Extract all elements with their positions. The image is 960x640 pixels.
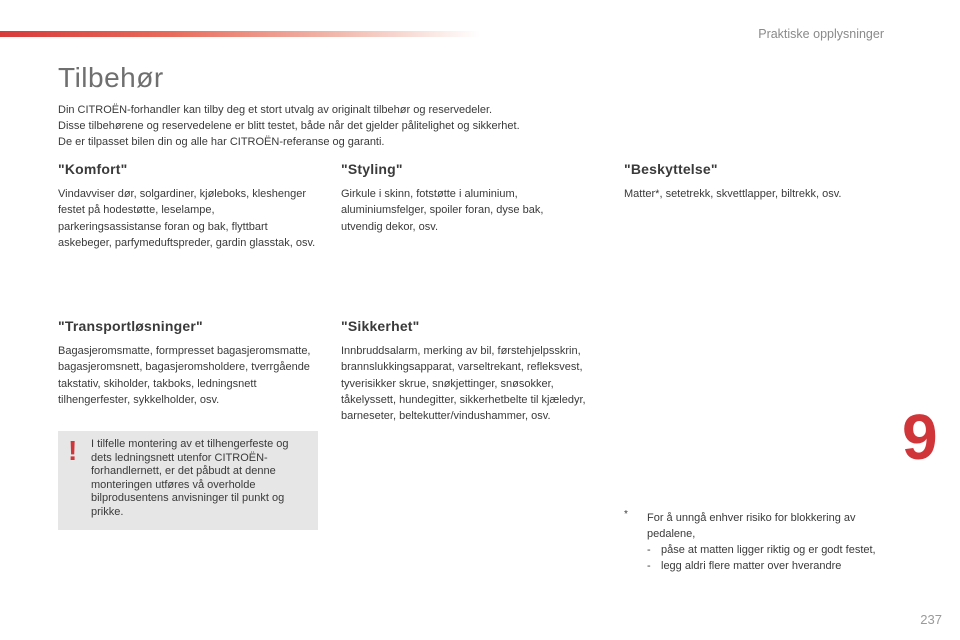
page-number: 237 xyxy=(920,612,942,627)
warning-note xyxy=(58,431,318,530)
section-header: Praktiske opplysninger xyxy=(758,27,884,41)
section-beskyttelse-text: Matter*, setetrekk, skvettlapper, biltrekk, osv. xyxy=(624,188,842,200)
section-komfort-text: Vindavviser dør, solgardiner, kjøleboks, kleshenger festet på hodestøtte, leselampe, parkeringsassistanse foran og bak, flyttbart askebeger, parfymeduftspreder, gardin glasstak, osv. xyxy=(58,188,316,249)
warning-note-text: I tilfelle montering av et tilhengerfeste og dets ledningsnett utenfor CITROËN-forhandlernett, er det påbudt at denne monteringen utføres vå overholde bilprodusentens anvisninger til punkt og prikke. xyxy=(91,438,289,518)
intro-line: De er tilpasset bilen din og alle har CITROËN-referanse og garanti. xyxy=(58,136,385,148)
footnote-text: For å unngå enhver risiko for blokkering av pedalene, xyxy=(647,512,856,540)
footnote-list xyxy=(647,542,894,574)
section-styling-text: Girkule i skinn, fotstøtte i aluminium, aluminiumsfelger, spoiler foran, dyse bak, utvendig dekor, osv. xyxy=(341,188,544,233)
chapter-number: 9 xyxy=(902,401,938,473)
section-komfort xyxy=(58,161,318,251)
section-transport-title: "Transportløsninger" xyxy=(58,318,203,334)
section-sikkerhet-text: Innbruddsalarm, merking av bil, førstehjelpsskrin, brannslukkingsapparat, varseltrekant, refleksvest, tyverisikker skrue, snøkjettinger, snøsokker, tåkelyssett, hundegitter, sikkerhetbelte til kjæledyr, barneseter, beltekutter/vindushammer, osv. xyxy=(341,345,586,423)
section-beskyttelse-title: "Beskyttelse" xyxy=(624,161,718,177)
footnote-list-item: - påse at matten ligger riktig og er godt festet, xyxy=(647,542,894,558)
section-styling-title: "Styling" xyxy=(341,161,403,177)
intro-text xyxy=(58,102,618,150)
footnote xyxy=(624,510,894,574)
section-transport-text: Bagasjeromsmatte, formpresset bagasjeromsmatte, bagasjeromsnett, bagasjeromsholdere, tverrgående takstativ, skiholder, takboks, ledningsnett tilhengerfester, sykkelholder, osv. xyxy=(58,345,311,406)
section-transport xyxy=(58,318,320,408)
header-accent-bar xyxy=(0,31,480,37)
page-title: Tilbehør xyxy=(58,62,164,93)
section-beskyttelse xyxy=(624,161,904,202)
section-styling xyxy=(341,161,586,235)
warning-icon: ! xyxy=(68,435,78,466)
intro-line: Din CITROËN-forhandler kan tilby deg et stort utvalg av originalt tilbehør og reservedeler. xyxy=(58,104,493,116)
intro-line: Disse tilbehørene og reservedelene er blitt testet, både når det gjelder pålitelighet og sikkerhet. xyxy=(58,120,520,132)
footnote-marker: * xyxy=(624,509,628,520)
footnote-list-item: - legg aldri flere matter over hverandre xyxy=(647,558,894,574)
section-komfort-title: "Komfort" xyxy=(58,161,128,177)
section-sikkerhet-title: "Sikkerhet" xyxy=(341,318,420,334)
section-sikkerhet xyxy=(341,318,586,424)
